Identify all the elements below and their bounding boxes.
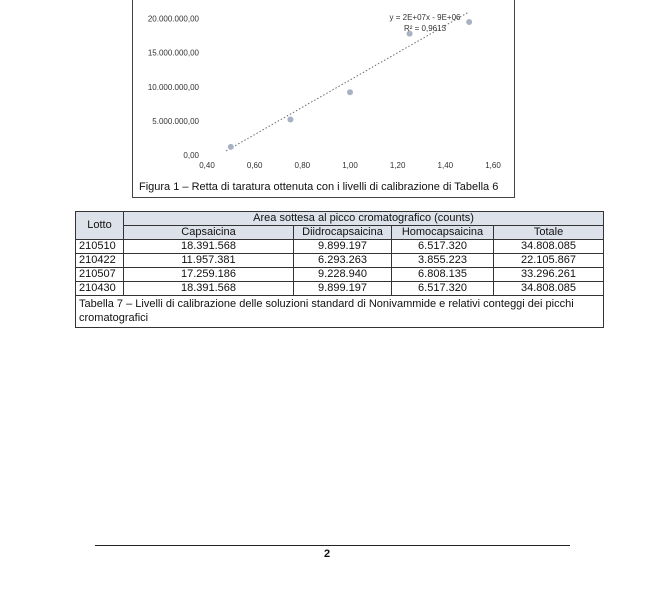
lotto-cell: 210422: [76, 254, 124, 268]
column-header-diidrocapsaicina: Diidrocapsaicina: [294, 226, 392, 240]
y-tick-label: 5.000.000,00: [152, 116, 199, 126]
table-row: [76, 254, 604, 268]
table-cell: 6.293.263: [294, 254, 392, 268]
table-cell: 34.808.085: [494, 240, 604, 254]
x-tick-label: 1,60: [485, 161, 501, 170]
data-point: [466, 19, 472, 25]
lotto-cell: 210510: [76, 240, 124, 254]
r-squared-label: R² = 0,9613: [403, 24, 447, 33]
lotto-cell: 210507: [76, 268, 124, 282]
table-cell: 6.808.135: [392, 268, 494, 282]
x-tick-label: 1,40: [437, 161, 454, 170]
table-cell: 18.391.568: [124, 282, 294, 296]
table-cell: 6.517.320: [392, 282, 494, 296]
table-cell: 9.228.940: [294, 268, 392, 282]
table-header-row: [76, 212, 604, 226]
y-tick-label: 15.000.000,00: [147, 48, 199, 58]
table-row: [76, 240, 604, 254]
table-cell: 6.517.320: [392, 240, 494, 254]
calibration-chart-svg: [133, 0, 514, 180]
table-cell: 17.259.186: [124, 268, 294, 282]
table-cell: 34.808.085: [494, 282, 604, 296]
table-subheader-row: [76, 226, 604, 240]
y-tick-label: 20.000.000,00: [147, 14, 199, 24]
x-tick-label: 0,60: [246, 161, 263, 170]
y-tick-label: 10.000.000,00: [147, 82, 199, 92]
group-header: Area sottesa al picco cromatografico (counts): [124, 212, 604, 226]
data-point: [228, 144, 234, 150]
column-header-capsaicina: Capsaicina: [124, 226, 294, 240]
column-header-homocapsaicina: Homocapsaicina: [392, 226, 494, 240]
table-caption-row: [76, 296, 604, 328]
table-cell: 9.899.197: [294, 282, 392, 296]
y-tick-label: 0,00: [183, 151, 199, 160]
table-row: [76, 268, 604, 282]
table-cell: 11.957.381: [124, 254, 294, 268]
table-cell: 3.855.223: [392, 254, 494, 268]
page-number: 2: [323, 548, 331, 560]
table-row: [76, 282, 604, 296]
lotto-cell: 210430: [76, 282, 124, 296]
x-tick-label: 1,20: [389, 161, 406, 170]
figure-caption: Figura 1 – Retta di taratura ottenuta con i livelli di calibrazione di Tabella 6: [139, 181, 499, 193]
table-cell: 9.899.197: [294, 240, 392, 254]
data-point: [347, 89, 353, 95]
trendline-equation: y = 2E+07x - 9E+06: [389, 13, 461, 22]
calibration-chart: [132, 0, 515, 198]
table-caption: Tabella 7 – Livelli di calibrazione delle soluzioni standard di Nonivammide e relativi conteggi dei picchi cromatografici: [76, 296, 604, 328]
table-cell: 18.391.568: [124, 240, 294, 254]
calibration-table: [75, 211, 604, 328]
column-header-totale: Totale: [494, 226, 604, 240]
x-tick-label: 0,80: [294, 161, 311, 170]
x-tick-label: 0,40: [199, 161, 215, 170]
table-cell: 33.296.261: [494, 268, 604, 282]
footer-rule: [95, 545, 570, 546]
x-tick-label: 1,00: [342, 161, 358, 170]
data-point: [287, 117, 293, 123]
lotto-header: Lotto: [76, 212, 124, 240]
table-cell: 22.105.867: [494, 254, 604, 268]
